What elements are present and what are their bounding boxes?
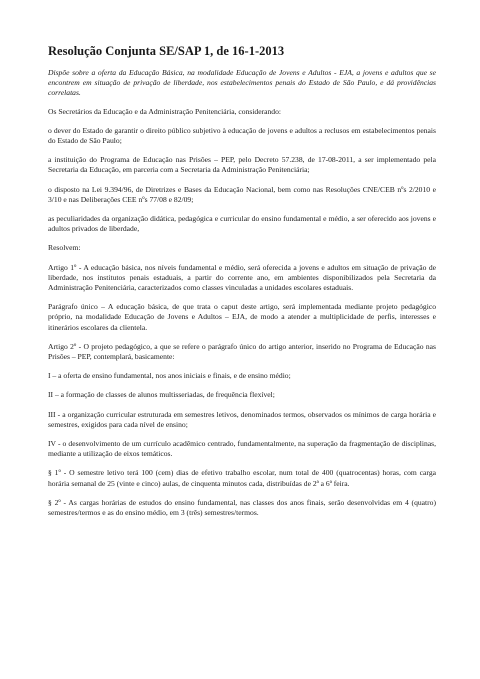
article-2-item-1: I – a oferta de ensino fundamental, nos anos iniciais e finais, e de ensino médio; bbox=[48, 371, 291, 381]
article-2: Artigo 2º - O projeto pedagógico, a que se refere o parágrafo único do artigo anterior, inserido no Programa de Educação nas Prisões – PEP, contemplará, basicamente: bbox=[48, 341, 436, 362]
consideration-legal-basis: o disposto na Lei 9.394/96, de Diretrizes e Bases da Educação Nacional, bem como nas Resoluções CNE/CEB nºs 2/2010 e 3/10 e nas Deliberações CEE nºs 77/08 e 82/09; bbox=[48, 184, 436, 204]
article-1: Artigo 1º - A educação básica, nos níveis fundamental e médio, será oferecida a jovens e adultos em situação de privação de liberdade, nos institutos penais estaduais, a partir do corrente ano, em ambientes disponibilizados pela Secretaria da Administração Penitenciária, caracterizados como classes vinculadas a unidades escolares estaduais. bbox=[48, 262, 436, 293]
consideration-state-duty: o dever do Estado de garantir o direito público subjetivo à educação de jovens e adultos a reclusos em estabelecimentos penais do Estado de São Paulo; bbox=[48, 125, 436, 146]
consideration-pep-program: a instituição do Programa de Educação nas Prisões – PEP, pelo Decreto 57.238, de 17-08-2011, a ser implementado pela Secretaria da Educação, em parceria com a Secretaria da Administração Penitenciária; bbox=[48, 155, 436, 175]
resolve-heading: Resolvem: bbox=[48, 243, 81, 253]
article-2-paragraph-2: § 2º - As cargas horárias de estudos do ensino fundamental, nas classes dos anos finais, serão desenvolvidas em 4 (quatro) semestres/termos e as do ensino médio, em 3 (três) semestres/termos. bbox=[48, 497, 436, 518]
resolution-title: Resolução Conjunta SE/SAP 1, de 16-1-2013 bbox=[48, 44, 285, 58]
article-2-item-3: III - a organização curricular estruturada em semestres letivos, denominados termos, observados os mínimos de carga horária e semestres, exigidos para cada nível de ensino; bbox=[48, 409, 436, 429]
article-1-sole-paragraph: Parágrafo único – A educação básica, de que trata o caput deste artigo, será implementada mediante projeto pedagógico próprio, na modalidade Educação de Jovens e Adultos – EJA, de modo a atender a multiplicidade de perfis, interesses e itinerários escolares da clientela. bbox=[48, 302, 436, 332]
article-2-item-4: IV - o desenvolvimento de um currículo acadêmico centrado, fundamentalmente, na superação da fragmentação de disciplinas, mediante a utilização de eixos temáticos. bbox=[48, 439, 436, 459]
article-2-item-2: II – a formação de classes de alunos multisseriadas, de frequência flexível; bbox=[48, 390, 275, 400]
preamble-intro: Os Secretários da Educação e da Administração Penitenciária, considerando: bbox=[48, 106, 281, 116]
resolution-summary: Dispõe sobre a oferta da Educação Básica, na modalidade Educação de Jovens e Adultos - EJA, a jovens e adultos que se encontrem em situação de privação de liberdade, nos estabelecimentos penais do Estado de São Paulo, e dá providências correlatas. bbox=[48, 68, 436, 98]
consideration-peculiarities: as peculiaridades da organização didática, pedagógica e curricular do ensino fundamental e médio, a ser oferecido aos jovens e adultos privados de liberdade, bbox=[48, 214, 436, 234]
article-2-paragraph-1: § 1º - O semestre letivo terá 100 (cem) dias de efetivo trabalho escolar, num total de 400 (quatrocentas) horas, com carga horária semanal de 25 (vinte e cinco) aulas, de cinquenta minutos cada, distribuídas de 2ª a 6ª feira. bbox=[48, 468, 436, 488]
